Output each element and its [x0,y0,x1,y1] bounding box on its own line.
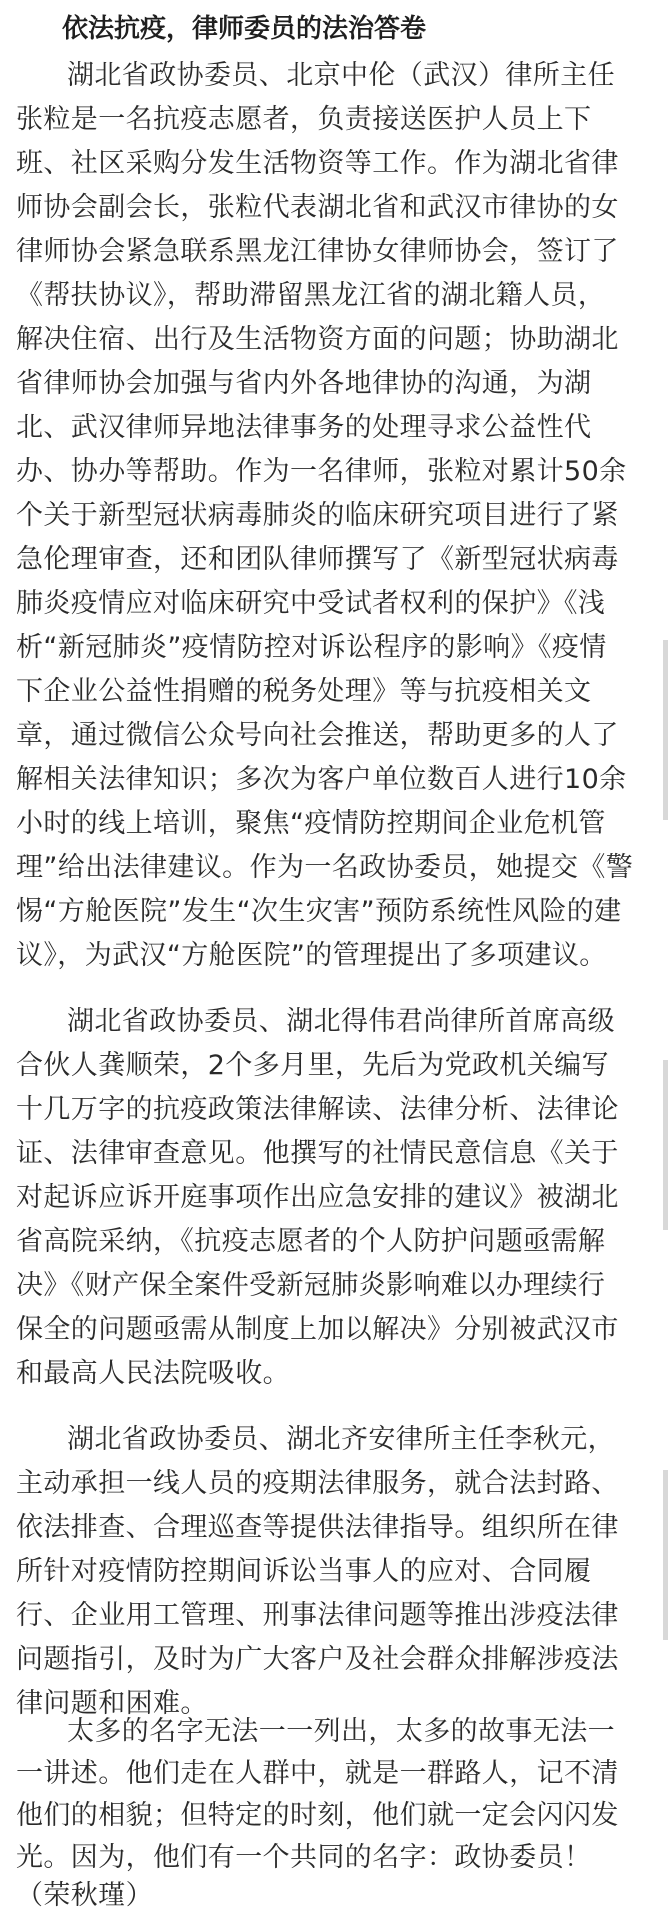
paragraph-4-line: 光。因为，他们有一个共同的名字：政协委员！ [16,1842,592,1873]
paragraph-2-line: 保全的问题亟需从制度上加以解决》分别被武汉市 [16,1314,619,1345]
paragraph-2-line: 合伙人龚顺荣，2个多月里，先后为党政机关编写 [16,1050,609,1081]
paragraph-4-signature: （荣秋瑾） [16,1880,153,1911]
paragraph-1-line: 议》，为武汉“方舱医院”的管理提出了多项建议。 [16,940,607,971]
paragraph-4-line: 一讲述。他们走在人群中，就是一群路人，记不清 [16,1758,619,1789]
paragraph-2-line: 证、法律审查意见。他撰写的社情民意信息《关于 [16,1138,619,1169]
paragraph-3-line: 行、企业用工管理、刑事法律问题等推出涉疫法律 [16,1600,619,1631]
paragraph-3-line: 主动承担一线人员的疫期法律服务，就合法封路、 [16,1468,619,1499]
paragraph-1-line: 张粒是一名抗疫志愿者，负责接送医护人员上下 [16,104,592,135]
paragraph-3-line: 依法排查、合理巡查等提供法律指导。组织所在律 [16,1512,619,1543]
paragraph-1-line: 下企业公益性捐赠的税务处理》等与抗疫相关文 [16,676,592,707]
paragraph-1-line: 章，通过微信公众号向社会推送，帮助更多的人了 [16,720,619,751]
paragraph-2-line: 十几万字的抗疫政策法律解读、法律分析、法律论 [16,1094,619,1125]
paragraph-2-line: 省高院采纳，《抗疫志愿者的个人防护问题亟需解 [16,1226,606,1257]
paragraph-4-line: 太多的名字无法一一列出，太多的故事无法一 [67,1716,615,1747]
paragraph-1-line: 个关于新型冠状病毒肺炎的临床研究项目进行了紧 [16,500,619,531]
paragraph-1-line: 《帮扶协议》，帮助滞留黑龙江省的湖北籍人员， [16,280,606,311]
paragraph-1-line: 师协会副会长，张粒代表湖北省和武汉市律协的女 [16,192,619,223]
paragraph-1-line: 析“新冠肺炎”疫情防控对诉讼程序的影响》《疫情 [16,632,607,663]
paragraph-3-line: 湖北省政协委员、湖北齐安律所主任李秋元， [67,1424,615,1455]
article-title: 依法抗疫，律师委员的法治答卷 [62,14,427,44]
paragraph-1-line: 省律师协会加强与省内外各地律协的沟通，为湖 [16,368,592,399]
paragraph-1-line: 惕“方舱医院”发生“次生灾害”预防系统性风险的建 [16,896,622,927]
paragraph-2-line: 对起诉应诉开庭事项作出应急安排的建议》被湖北 [16,1182,619,1213]
paragraph-1-line: 急伦理审查，还和团队律师撰写了《新型冠状病毒 [16,544,619,575]
paragraph-1-line: 解决住宿、出行及生活物资方面的问题；协助湖北 [16,324,619,355]
scrollbar-track[interactable] [663,640,668,820]
paragraph-4-line: 他们的相貌；但特定的时刻，他们就一定会闪闪发 [16,1800,619,1831]
paragraph-1-line: 办、协办等帮助。作为一名律师，张粒对累计50余 [16,456,627,487]
paragraph-2-line: 和最高人民法院吸收。 [16,1358,290,1389]
paragraph-1-line: 北、武汉律师异地法律事务的处理寻求公益性代 [16,412,592,443]
paragraph-1-line: 律师协会紧急联系黑龙江律协女律师协会，签订了 [16,236,619,267]
paragraph-3-line: 所针对疫情防控期间诉讼当事人的应对、合同履 [16,1556,592,1587]
paragraph-1-line: 班、社区采购分发生活物资等工作。作为湖北省律 [16,148,619,179]
paragraph-3-line: 律问题和困难。 [16,1688,208,1719]
paragraph-2-line: 湖北省政协委员、湖北得伟君尚律所首席高级 [67,1006,615,1037]
paragraph-1-line: 小时的线上培训，聚焦“疫情防控期间企业危机管 [16,808,606,839]
paragraph-3-line: 问题指引，及时为广大客户及社会群众排解涉疫法 [16,1644,619,1675]
paragraph-1-line: 湖北省政协委员、北京中伦（武汉）律所主任 [67,60,615,91]
paragraph-1-line: 理”给出法律建议。作为一名政协委员，她提交《警 [16,852,634,883]
paragraph-2-line: 决》《财产保全案件受新冠肺炎影响难以办理续行 [16,1270,606,1301]
paragraph-1-line: 解相关法律知识；多次为客户单位数百人进行10余 [16,764,627,795]
scrollbar-track[interactable] [663,1470,668,1640]
paragraph-1-line: 肺炎疫情应对临床研究中受试者权利的保护》《浅 [16,588,606,619]
scrollbar-track[interactable] [663,1060,668,1230]
